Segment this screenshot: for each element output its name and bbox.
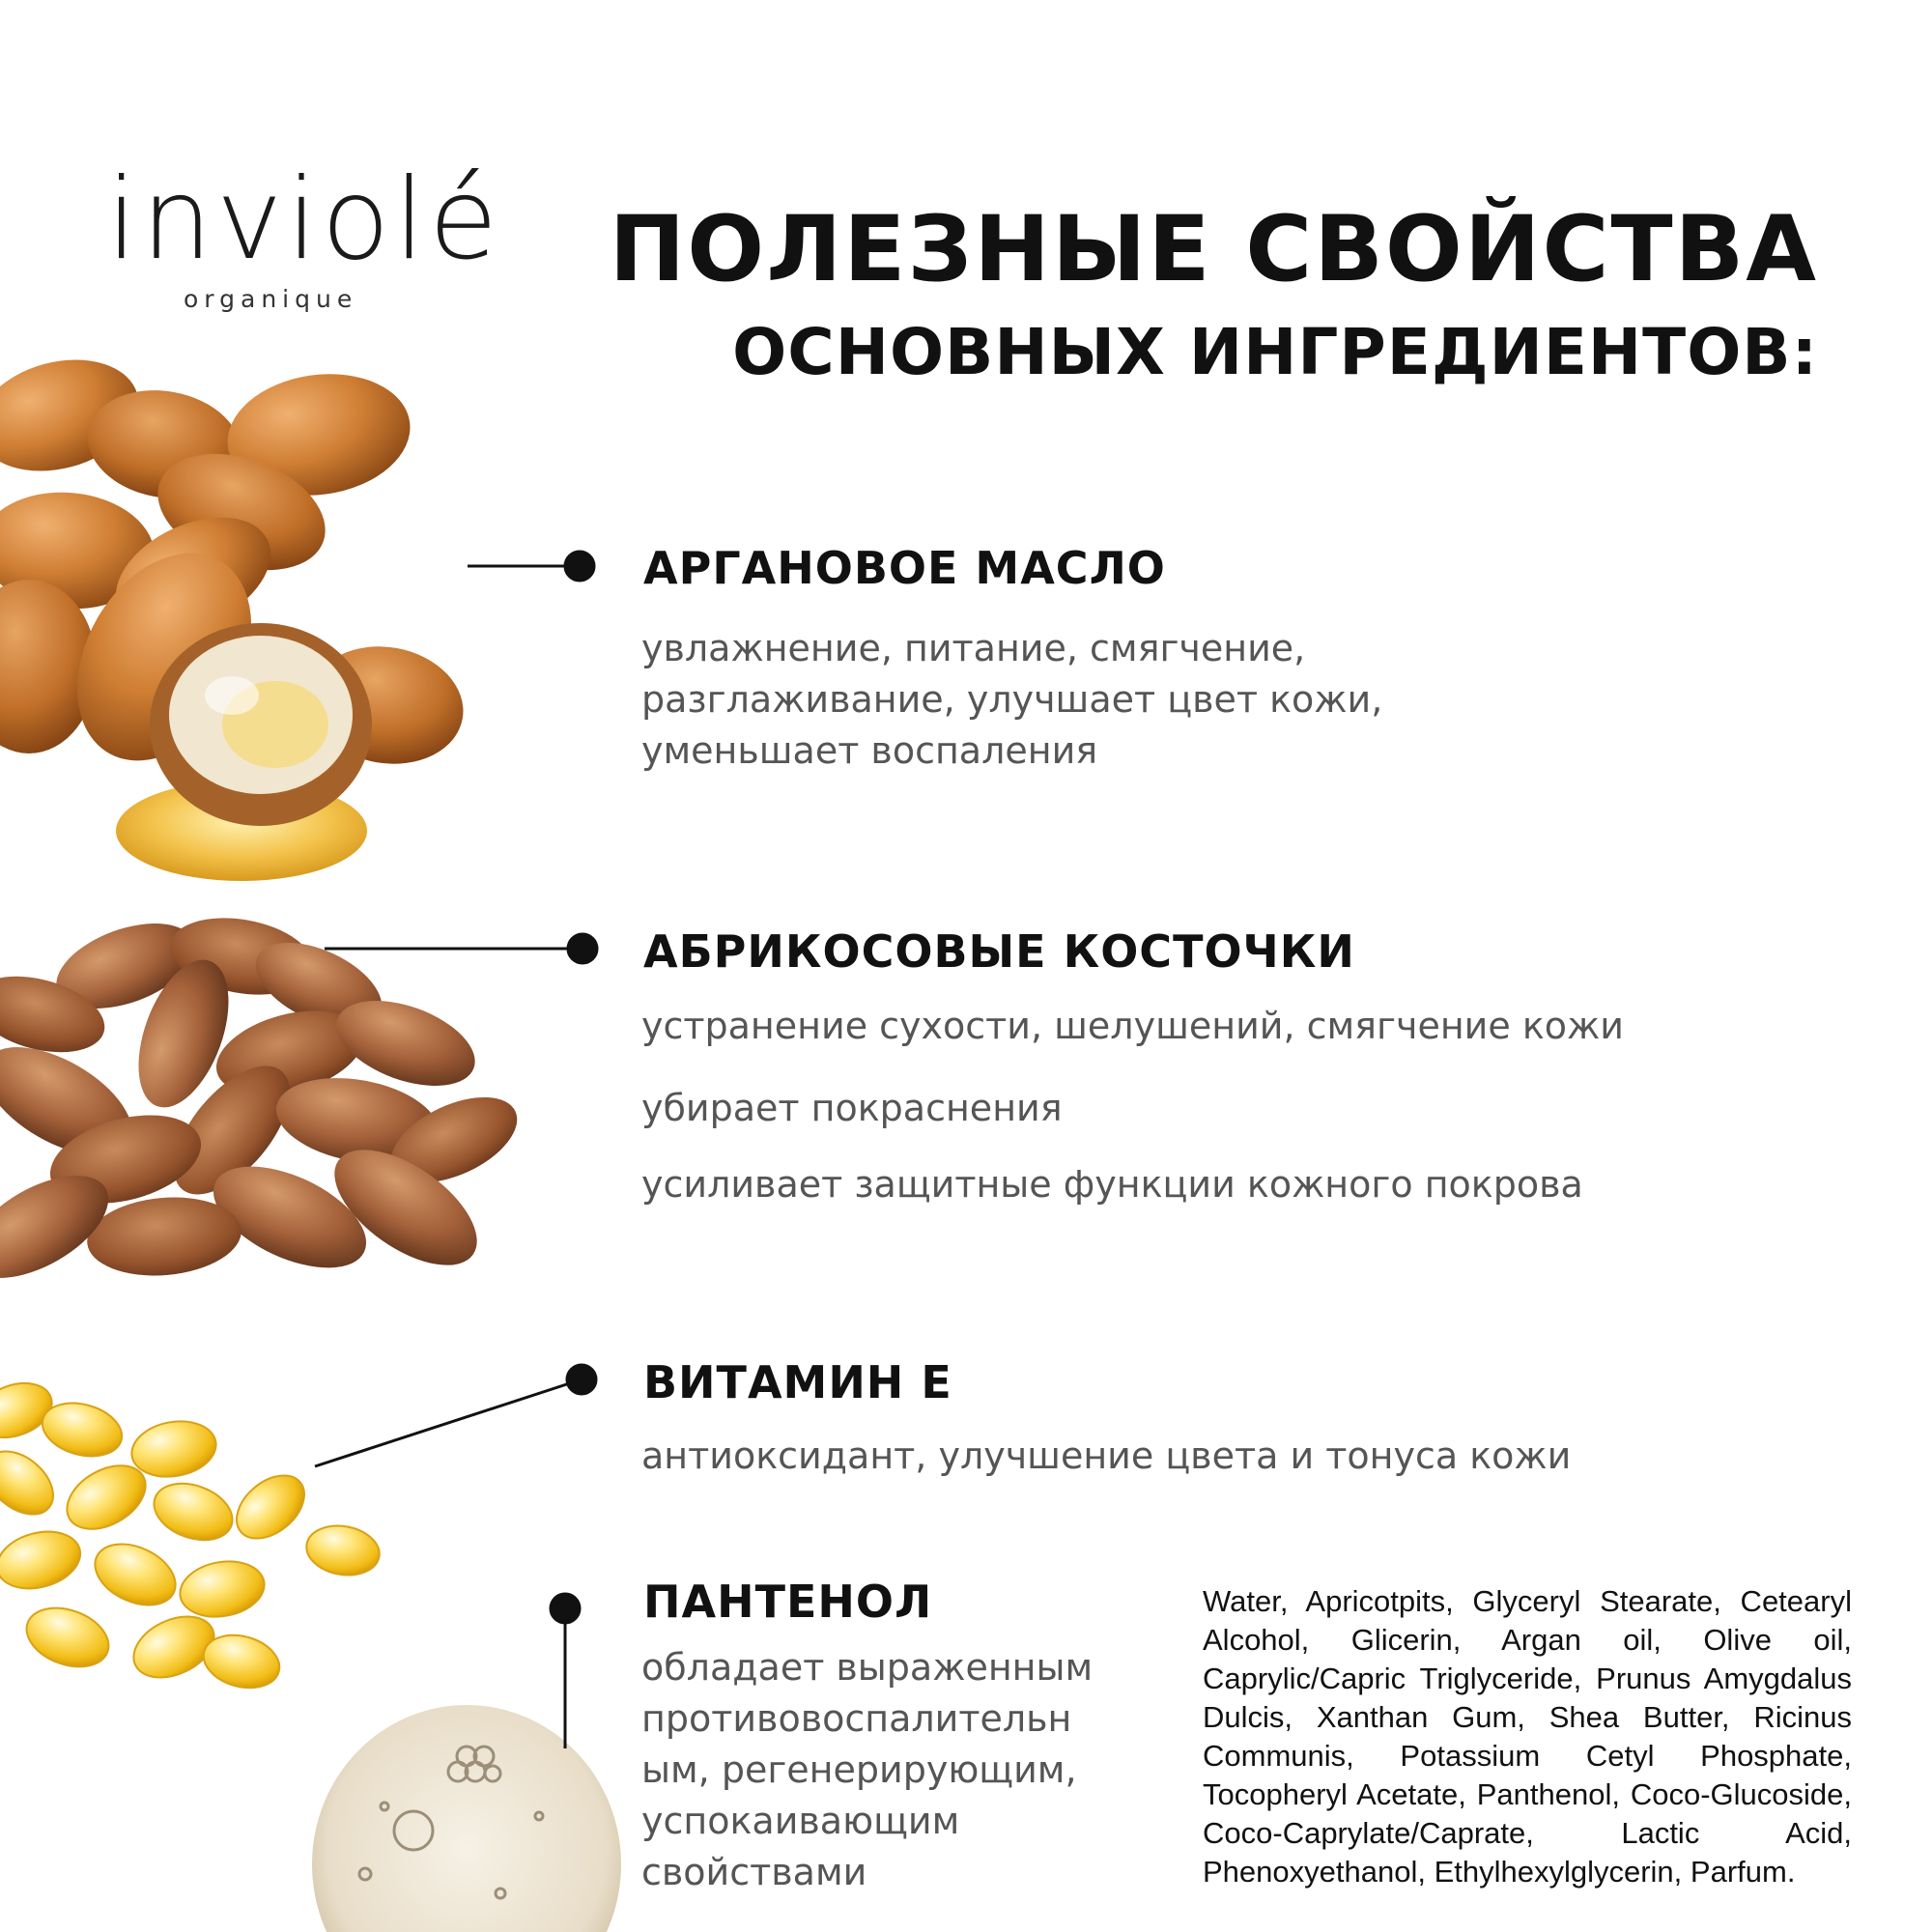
ingredient-title-panthenol: ПАНТЕНОЛ — [643, 1576, 933, 1628]
ingredient-desc-line: увлажнение, питание, смягчение, — [641, 627, 1306, 669]
ingredient-title-argan: АРГАНОВОЕ МАСЛО — [643, 542, 1166, 594]
ingredient-desc-line: противовоспалительн — [641, 1697, 1072, 1740]
ingredient-title-vitamin-e: ВИТАМИН Е — [643, 1356, 952, 1408]
vitamin-connector-dot — [567, 1365, 596, 1394]
brand-logo-subtitle: organique — [184, 285, 358, 313]
panthenol-connector-dot — [551, 1594, 580, 1623]
vitamin-connector-line — [315, 1379, 582, 1466]
page-title: ПОЛЕЗНЫЕ СВОЙСТВА — [609, 197, 1818, 302]
ingredient-desc-line: усиливает защитные функции кожного покрова — [641, 1163, 1583, 1206]
argan-connector-dot — [565, 552, 594, 581]
brand-logo-text: inviolé — [106, 155, 502, 285]
ingredient-desc-argan — [641, 623, 1382, 777]
page-subtitle: ОСНОВНЫХ ИНГРЕДИЕНТОВ: — [732, 315, 1818, 389]
ingredient-desc-line: антиоксидант, улучшение цвета и тонуса кожи — [641, 1435, 1572, 1477]
ingredient-title-apricot: АБРИКОСОВЫЕ КОСТОЧКИ — [643, 925, 1355, 978]
ingredient-desc-line: убирает покраснения — [641, 1087, 1063, 1129]
ingredient-desc-line: уменьшает воспаления — [641, 729, 1098, 772]
ingredient-desc-line: свойствами — [641, 1851, 867, 1893]
ingredient-desc-line: ым, регенерирующим, — [641, 1748, 1077, 1791]
ingredient-desc-panthenol — [641, 1642, 1093, 1898]
apricot-connector-dot — [568, 934, 597, 963]
composition-text: Water, Apricotpits, Glyceryl Stearate, Cetearyl Alcohol, Glicerin, Argan oil, Olive oil, Caprylic/Capric Triglyceride, Prunus Amygdalus Dulcis, Xanthan Gum, Shea Butter, Ricinus Communis, Potassium Cetyl Phosphate, Tocopheryl Acetate, Panthenol, Coco-Glucoside, Coco-Caprylate/Caprate, Lactic Acid, Phenoxyethanol, Ethylhexylglycerin, Parfum. — [1203, 1584, 1852, 1889]
ingredient-desc-line: устранение сухости, шелушений, смягчение кожи — [641, 1005, 1624, 1047]
ingredient-desc-line: разглаживание, улучшает цвет кожи, — [641, 678, 1383, 721]
ingredient-desc-line: обладает выраженным — [641, 1646, 1094, 1689]
ingredient-desc-line: успокаивающим — [641, 1800, 960, 1842]
